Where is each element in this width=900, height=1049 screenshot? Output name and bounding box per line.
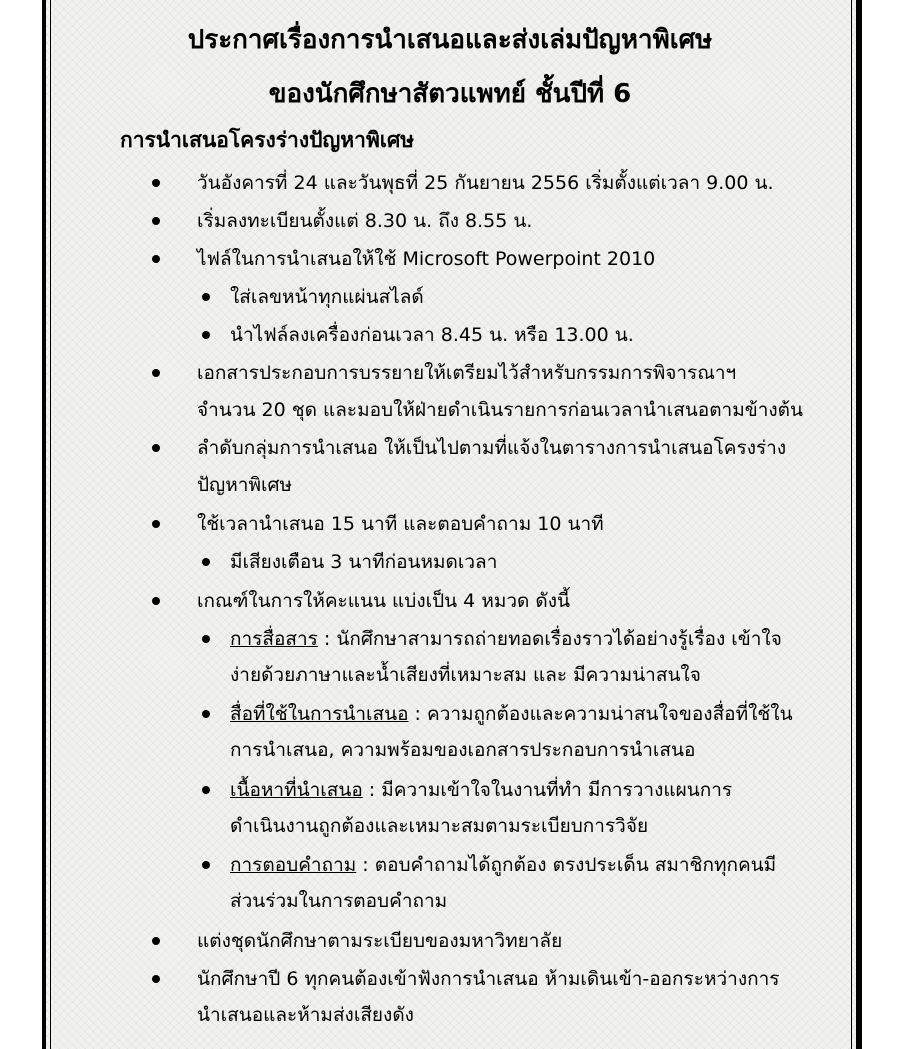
list-item-date: วันอังคารที่ 24 และวันพุธที่ 25 กันยายน 2556 เริ่มตั้งแต่เวลา 9.00 น.: [197, 172, 774, 194]
list-item-order-line-2: ปัญหาพิเศษ: [197, 474, 293, 496]
sub-bullet: [202, 558, 210, 566]
criteria-text: : ตอบคำถามได้ถูกต้อง ตรงประเด็น สมาชิกทุกคนมี: [356, 854, 777, 876]
bullet: [152, 444, 160, 452]
list-item-order-line-1: ลำดับกลุ่มการนำเสนอ ให้เป็นไปตามที่แจ้งในตารางการนำเสนอโครงร่าง: [197, 437, 787, 459]
criteria-media: [230, 699, 793, 729]
list-item-time: ใช้เวลานำเสนอ 15 นาที และตอบคำถาม 10 นาที: [197, 513, 604, 535]
bullet: [152, 217, 160, 225]
list-subitem-file-upload: นำไฟล์ลงเครื่องก่อนเวลา 8.45 น. หรือ 13.00 น.: [230, 324, 634, 346]
sub-bullet: [202, 331, 210, 339]
title-line-1: ประกาศเรื่องการนำเสนอและส่งเล่มปัญหาพิเศษ: [187, 25, 713, 55]
bullet: [152, 975, 160, 983]
criteria-communication-line-2: ง่ายด้วยภาษาและน้ำเสียงที่เหมาะสม และ มีความน่าสนใจ: [230, 664, 701, 686]
criteria-label: สื่อที่ใช้ในการนำเสนอ: [230, 703, 409, 725]
list-item-file: ไฟล์ในการนำเสนอให้ใช้ Microsoft Powerpoint 2010: [197, 248, 656, 270]
bullet: [152, 937, 160, 945]
sub-bullet: [202, 635, 210, 643]
criteria-text: : นักศึกษาสามารถถ่ายทอดเรื่องราวได้อย่างรู้เรื่อง เข้าใจ: [317, 628, 782, 650]
criteria-label: การตอบคำถาม: [230, 854, 357, 876]
criteria-label: เนื้อหาที่นำเสนอ: [230, 779, 363, 801]
section-heading: การนำเสนอโครงร่างปัญหาพิเศษ: [120, 128, 415, 152]
list-item-handout-line-2: จำนวน 20 ชุด และมอบให้ฝ่ายดำเนินรายการก่อนเวลานำเสนอตามข้างต้น: [197, 399, 803, 421]
page-border-right-inner: [851, 0, 852, 1049]
bullet: [152, 255, 160, 263]
list-item-attendance-line-1: นักศึกษาปี 6 ทุกคนต้องเข้าฟังการนำเสนอ ห้ามเดินเข้า-ออกระหว่างการ: [197, 968, 780, 990]
bullet: [152, 179, 160, 187]
criteria-content: [230, 775, 732, 805]
list-item-dress: แต่งชุดนักศึกษาตามระเบียบของมหาวิทยาลัย: [197, 930, 563, 952]
page-border-left: [42, 0, 46, 1049]
bullet: [152, 369, 160, 377]
left-margin: [0, 0, 42, 1049]
sub-bullet: [202, 710, 210, 718]
page-border-left-inner: [50, 0, 51, 1049]
sub-bullet: [202, 861, 210, 869]
list-item-criteria: เกณฑ์ในการให้คะแนน แบ่งเป็น 4 หมวด ดังนี้: [197, 590, 571, 612]
list-item-registration: เริ่มลงทะเบียนตั้งแต่ 8.30 น. ถึง 8.55 น.: [197, 210, 533, 232]
criteria-text: : ความถูกต้องและความน่าสนใจของสื่อที่ใช้ใน: [408, 703, 793, 725]
criteria-qa-line-2: ส่วนร่วมในการตอบคำถาม: [230, 890, 448, 912]
bullet: [152, 520, 160, 528]
bullet: [152, 597, 160, 605]
list-subitem-slide-numbers: ใส่เลขหน้าทุกแผ่นสไลด์: [230, 286, 424, 308]
criteria-qa: [230, 850, 776, 880]
right-margin: [862, 0, 900, 1049]
list-item-attendance-line-2: นำเสนอและห้ามส่งเสียงดัง: [197, 1004, 414, 1026]
criteria-communication: [230, 624, 782, 654]
sub-bullet: [202, 786, 210, 794]
list-subitem-warning: มีเสียงเตือน 3 นาทีก่อนหมดเวลา: [230, 551, 498, 573]
criteria-media-line-2: การนำเสนอ, ความพร้อมของเอกสารประกอบการนำเสนอ: [230, 739, 696, 761]
criteria-content-line-2: ดำเนินงานถูกต้องและเหมาะสมตามระเบียบการวิจัย: [230, 815, 649, 837]
criteria-text: : มีความเข้าใจในงานที่ทำ มีการวางแผนการ: [362, 779, 733, 801]
criteria-label: การสื่อสาร: [230, 628, 318, 650]
sub-bullet: [202, 293, 210, 301]
title-line-2: ของนักศึกษาสัตวแพทย์ ชั้นปีที่ 6: [268, 79, 632, 109]
list-item-handout-line-1: เอกสารประกอบการบรรยายให้เตรียมไว้สำหรับกรรมการพิจารณาฯ: [197, 362, 737, 384]
